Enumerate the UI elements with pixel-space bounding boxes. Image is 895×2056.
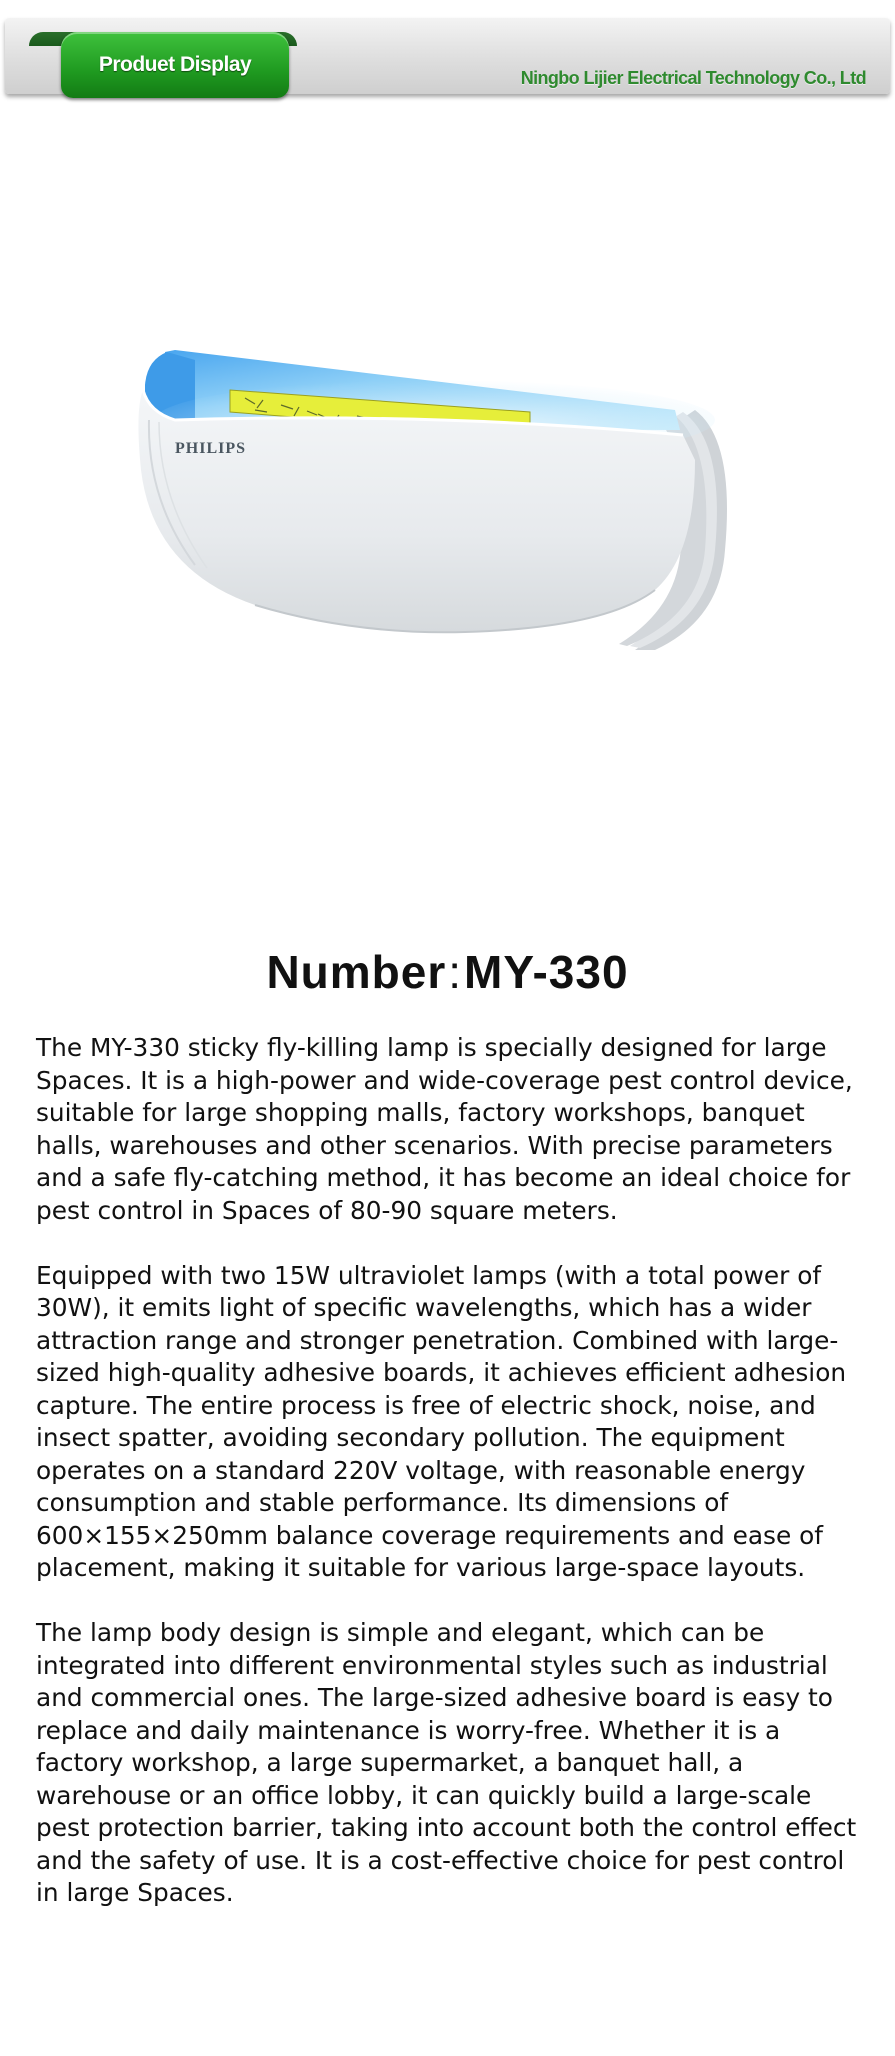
header-banner bbox=[5, 18, 890, 94]
title-separator: : bbox=[448, 946, 463, 998]
tab-label: Produet Display bbox=[98, 53, 252, 76]
brand-logo: PHILIPS bbox=[175, 440, 247, 457]
title-label: Number bbox=[266, 946, 447, 998]
product-description bbox=[36, 1032, 866, 1942]
company-name: Ningbo Lijier Electrical Technology Co., Ltd bbox=[520, 68, 866, 88]
fly-killing-lamp-image bbox=[135, 350, 760, 695]
model-number-title bbox=[0, 945, 895, 999]
description-paragraph-2: Equipped with two 15W ultraviolet lamps (with a total power of 30W), it emits light of specific wavelengths, which has a wider attraction range and stronger penetration. Combined with large-sized high-quality adhesive boards, it achieves efficient adhesion capture. The entire process is free of electric shock, noise, and insect spatter, avoiding secondary pollution. The equipment operates on a standard 220V voltage, with reasonable energy consumption and stable performance. Its dimensions of 600×155×250mm balance coverage requirements and ease of placement, making it suitable for various large-space layouts. bbox=[36, 1260, 847, 1582]
description-paragraph-3: The lamp body design is simple and elegant, which can be integrated into different environmental styles such as industrial and commercial ones. The large-sized adhesive board is easy to replace and daily maintenance is worry-free. Whether it is a factory workshop, a large supermarket, a banquet hall, a warehouse or an office lobby, it can quickly build a large-scale pest protection barrier, taking into account both the control effect and the safety of use. It is a cost-effective choice for pest control in large Spaces. bbox=[36, 1618, 857, 1907]
title-model: MY-330 bbox=[464, 946, 629, 998]
description-paragraph-1: The MY-330 sticky fly-killing lamp is specially designed for large Spaces. It is a high-power and wide-coverage pest control device, suitable for large shopping malls, factory workshops, banquet halls, warehouses and other scenarios. With precise parameters and a safe fly-catching method, it has become an ideal choice for pest control in Spaces of 80-90 square meters. bbox=[36, 1033, 853, 1225]
product-display-tab bbox=[61, 32, 289, 98]
